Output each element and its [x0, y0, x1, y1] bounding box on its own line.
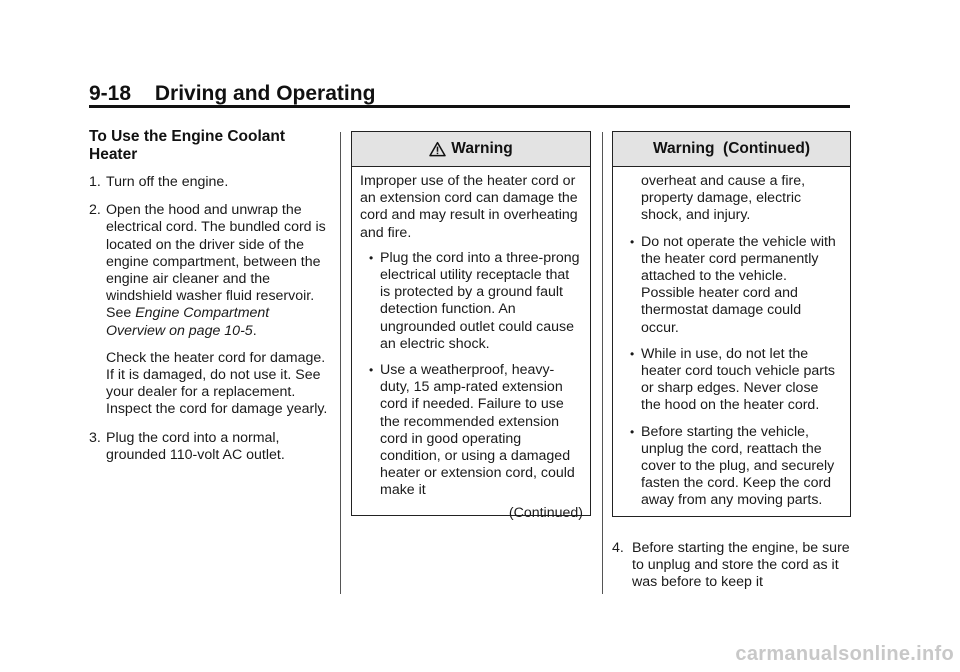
bullet-text: Do not operate the vehicle with the heater cord permanently attached to the vehicle. Possible heater cord and thermostat damage could occur. — [641, 233, 836, 336]
step-list — [89, 174, 332, 464]
warning-box — [351, 131, 591, 521]
warning-body — [613, 167, 850, 510]
warning-title-bar — [613, 132, 850, 167]
column-divider — [602, 132, 603, 594]
warning-triangle-icon — [429, 141, 446, 157]
bullet-icon: • — [369, 250, 374, 265]
warning-continued-box — [612, 131, 851, 517]
list-item — [360, 362, 583, 500]
continued-label: (Continued) — [508, 504, 583, 521]
warning-body — [352, 167, 590, 522]
bullet-text: While in use, do not let the heater cord touch vehicle parts or sharp edges. Never close the hood on the heater cord. — [641, 345, 836, 414]
step-text: Plug the cord into a normal, grounded 110-volt AC outlet. — [106, 429, 285, 463]
column-1 — [89, 128, 332, 475]
step-text: Before starting the engine, be sure to unplug and store the cord as it was before to keep it — [632, 540, 850, 591]
warning-intro: Improper use of the heater cord or an extension cord can damage the cord and may result in overheating and fire. — [360, 173, 578, 241]
warning-title-bar — [352, 132, 590, 167]
step-number: 3. — [89, 429, 101, 446]
page-header — [89, 82, 375, 106]
watermark: carmanualsonline.info — [735, 643, 954, 665]
step-text-end: . — [252, 322, 257, 339]
step-paragraph: Check the heater cord for damage. If it is damaged, do not use it. See your dealer for a replacement. Inspect the cord for damage yearly. — [106, 349, 328, 418]
bullet-icon: • — [630, 234, 635, 249]
bullet-text: Use a weatherproof, heavy-duty, 15 amp-rated extension cord if needed. Failure to use the recommended extension cord in good operating condition, or using a damaged heater or extension cord, could make it — [380, 362, 575, 499]
step-text: Turn off the engine. — [106, 174, 229, 190]
warning-bullet-list — [360, 250, 583, 500]
list-item — [360, 250, 583, 353]
section-heading: To Use the Engine Coolant Heater — [89, 128, 286, 163]
bullet-text: Plug the cord into a three-prong electrical utility receptacle that is protected by a ground fault detection function. An ungrounded outlet could cause an electric shock. — [380, 249, 580, 352]
header-rule — [89, 105, 850, 108]
list-item — [621, 346, 842, 415]
step-list — [612, 540, 852, 592]
bullet-icon: • — [630, 424, 635, 439]
column-divider — [340, 132, 341, 594]
bullet-icon: • — [630, 346, 635, 361]
list-item — [89, 202, 332, 418]
list-item — [612, 540, 852, 592]
list-item — [89, 174, 332, 191]
list-item — [621, 424, 842, 510]
list-item — [89, 430, 332, 464]
step-number: 2. — [89, 202, 101, 219]
warning-title: Warning (Continued) — [653, 140, 810, 158]
column-3 — [612, 540, 852, 603]
bullet-text: Before starting the vehicle, unplug the cord, reattach the cover to the plug, and securely fasten the cord. Keep the cord away from any moving parts. — [641, 423, 835, 509]
warning-bullet-list — [621, 234, 842, 510]
step-text: Open the hood and unwrap the electrical cord. The bundled cord is located on the driver side of the engine compartment, between the engine air cleaner and the windshield washer fluid reservoir. See — [106, 202, 326, 322]
warning-title: Warning — [451, 140, 513, 158]
cross-reference-link[interactable]: Engine Compartment Overview on page 10-5 — [106, 305, 270, 339]
bullet-icon: • — [369, 363, 374, 378]
step-number: 4. — [612, 540, 624, 556]
page-number: 9-18 — [89, 82, 132, 105]
list-item — [621, 234, 842, 337]
warning-lead-text: overheat and cause a fire, property damage, electric shock, and injury. — [641, 173, 806, 224]
section-title: Driving and Operating — [154, 82, 376, 105]
step-number: 1. — [89, 174, 101, 190]
